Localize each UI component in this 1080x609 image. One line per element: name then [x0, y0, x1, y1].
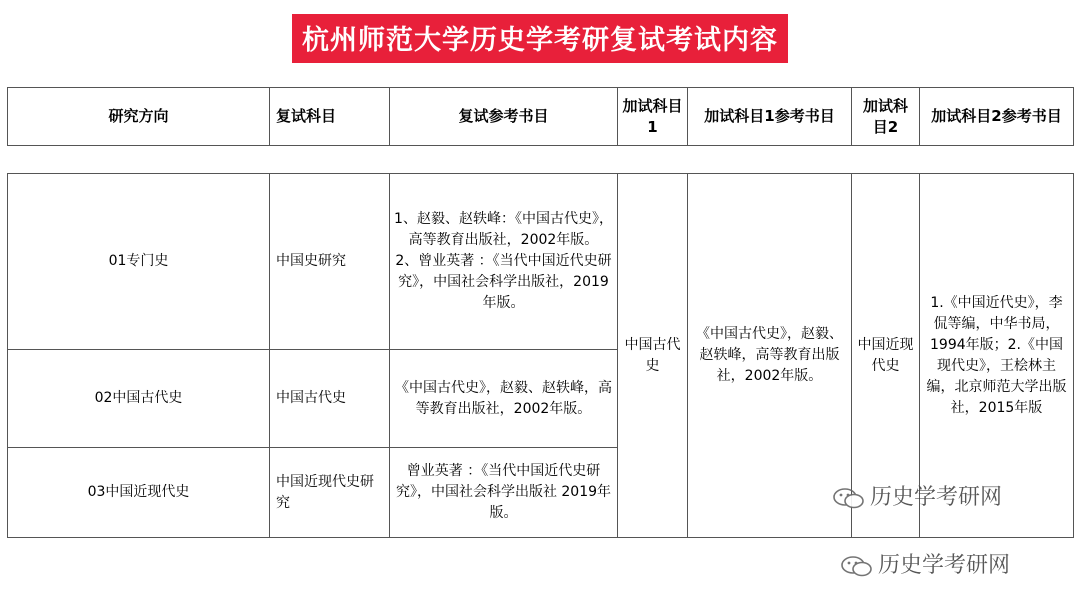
subject-cell: 中国近现代史研究	[270, 448, 390, 538]
header-extra2: 加试科目2	[852, 88, 920, 146]
direction-cell: 03中国近现代史	[8, 448, 270, 538]
subject-cell: 中国史研究	[270, 174, 390, 350]
header-direction: 研究方向	[8, 88, 270, 146]
header-table	[7, 87, 1074, 146]
direction-cell: 02中国古代史	[8, 350, 270, 448]
header-subject: 复试科目	[270, 88, 390, 146]
wechat-icon	[832, 487, 866, 509]
ref-cell: 《中国古代史》，赵毅、赵轶峰，高等教育出版社，2002年版。	[390, 350, 618, 448]
extra2-ref-cell: 1.《中国近代史》，李侃等编，中华书局，1994年版；2.《中国现代史》，王桧林主编，北京师范大学出版社，2015年版	[920, 174, 1074, 538]
subject-cell: 中国古代史	[270, 350, 390, 448]
ref-cell: 1、赵毅、赵轶峰：《中国古代史》，高等教育出版社，2002年版。 2、曾业英著 ：《当代中国近代史研究》，中国社会科学出版社，2019年版。	[390, 174, 618, 350]
watermark-text: 历史学考研网	[878, 553, 1011, 578]
watermark	[832, 480, 1002, 511]
watermark-text: 历史学考研网	[870, 485, 1003, 510]
page-title: 杭州师范大学历史学考研复试考试内容	[292, 14, 788, 63]
watermark	[840, 548, 1010, 579]
extra1-ref-cell: 《中国古代史》，赵毅、赵轶峰，高等教育出版社，2002年版。	[688, 174, 852, 538]
ref-cell: 曾业英著 ：《当代中国近代史研究》，中国社会科学出版社 2019年版。	[390, 448, 618, 538]
title-wrap	[0, 14, 1080, 63]
extra2-cell: 中国近现代史	[852, 174, 920, 538]
wechat-icon	[840, 555, 874, 577]
header-ref: 复试参考书目	[390, 88, 618, 146]
header-extra2-ref: 加试科目2参考书目	[920, 88, 1074, 146]
table-row	[8, 174, 1074, 350]
header-row	[8, 88, 1074, 146]
extra1-cell: 中国古代史	[618, 174, 688, 538]
direction-cell: 01专门史	[8, 174, 270, 350]
header-extra1: 加试科目1	[618, 88, 688, 146]
header-extra1-ref: 加试科目1参考书目	[688, 88, 852, 146]
